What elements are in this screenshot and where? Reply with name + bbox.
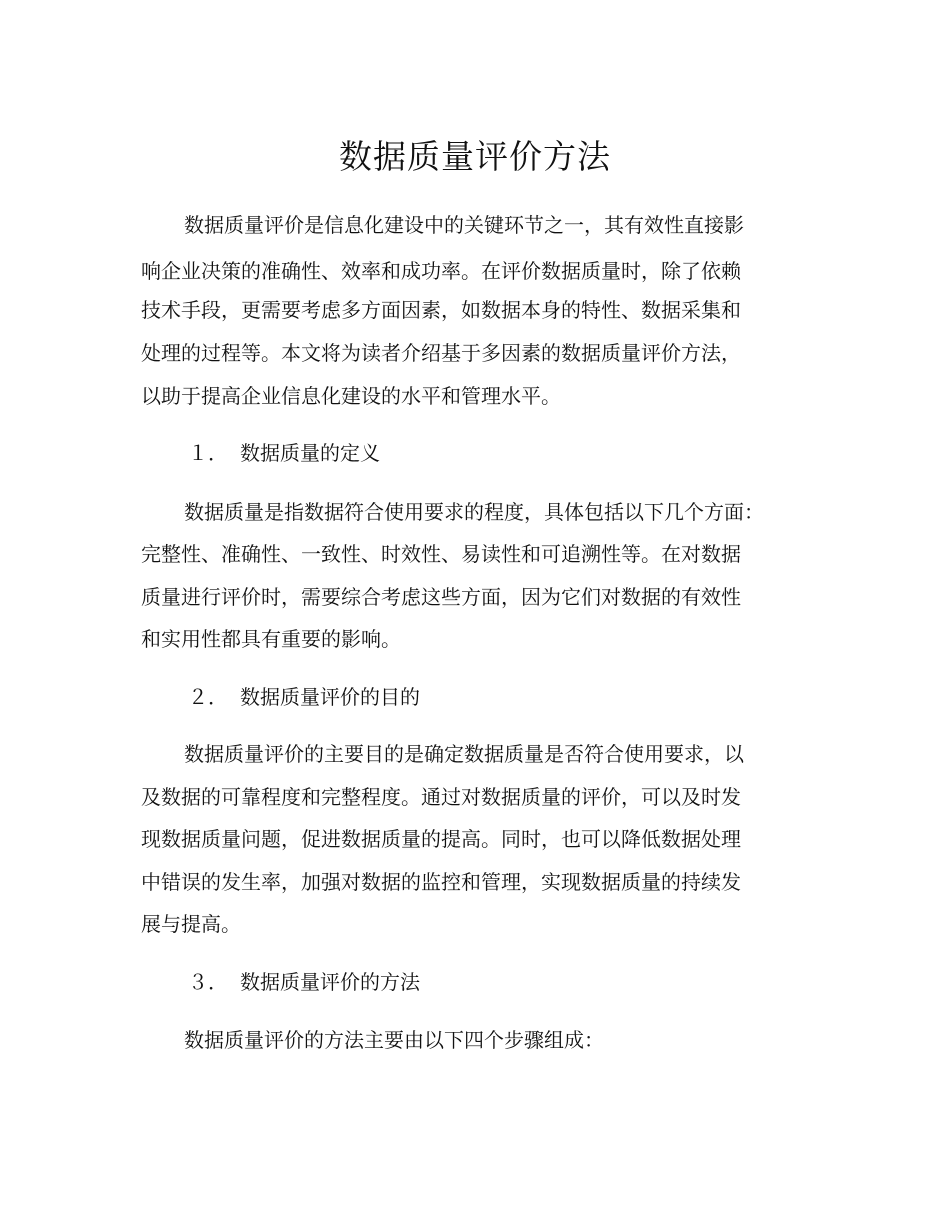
section-line: 数据质量评价的方法主要由以下四个步骤组成： (184, 1028, 604, 1052)
section-number: ２． (188, 685, 228, 709)
intro-line: 处理的过程等。本文将为读者介绍基于多因素的数据质量评价方法， (141, 341, 741, 365)
section-line: 中错误的发生率，加强对数据的监控和管理，实现数据质量的持续发 (141, 870, 741, 894)
section-number: ３． (188, 970, 228, 994)
section-line: 现数据质量问题，促进数据质量的提高。同时，也可以降低数据处理 (141, 827, 741, 851)
intro-line: 响企业决策的准确性、效率和成功率。在评价数据质量时，除了依赖 (141, 259, 741, 283)
section-line: 数据质量评价的主要目的是确定数据质量是否符合使用要求，以 (184, 742, 744, 766)
section-heading-text: 数据质量的定义 (240, 441, 380, 465)
document-title: 数据质量评价方法 (339, 137, 611, 176)
intro-line: 以助于提高企业信息化建设的水平和管理水平。 (141, 384, 561, 408)
section-heading-text: 数据质量评价的目的 (240, 685, 420, 709)
section-line: 和实用性都具有重要的影响。 (141, 627, 401, 651)
section-line: 展与提高。 (141, 912, 241, 936)
section-heading-text: 数据质量评价的方法 (240, 970, 420, 994)
section-line: 质量进行评价时，需要综合考虑这些方面，因为它们对数据的有效性 (141, 585, 741, 609)
section-heading (188, 684, 420, 710)
section-heading (188, 440, 380, 466)
intro-line: 数据质量评价是信息化建设中的关键环节之一，其有效性直接影 (184, 213, 744, 237)
intro-line: 技术手段，更需要考虑多方面因素，如数据本身的特性、数据采集和 (141, 298, 741, 322)
section-line: 及数据的可靠程度和完整程度。通过对数据质量的评价，可以及时发 (141, 785, 741, 809)
section-number: １． (188, 441, 228, 465)
section-heading (188, 969, 420, 995)
section-line: 完整性、准确性、一致性、时效性、易读性和可追溯性等。在对数据 (141, 542, 741, 566)
section-line: 数据质量是指数据符合使用要求的程度，具体包括以下几个方面： (184, 500, 764, 524)
